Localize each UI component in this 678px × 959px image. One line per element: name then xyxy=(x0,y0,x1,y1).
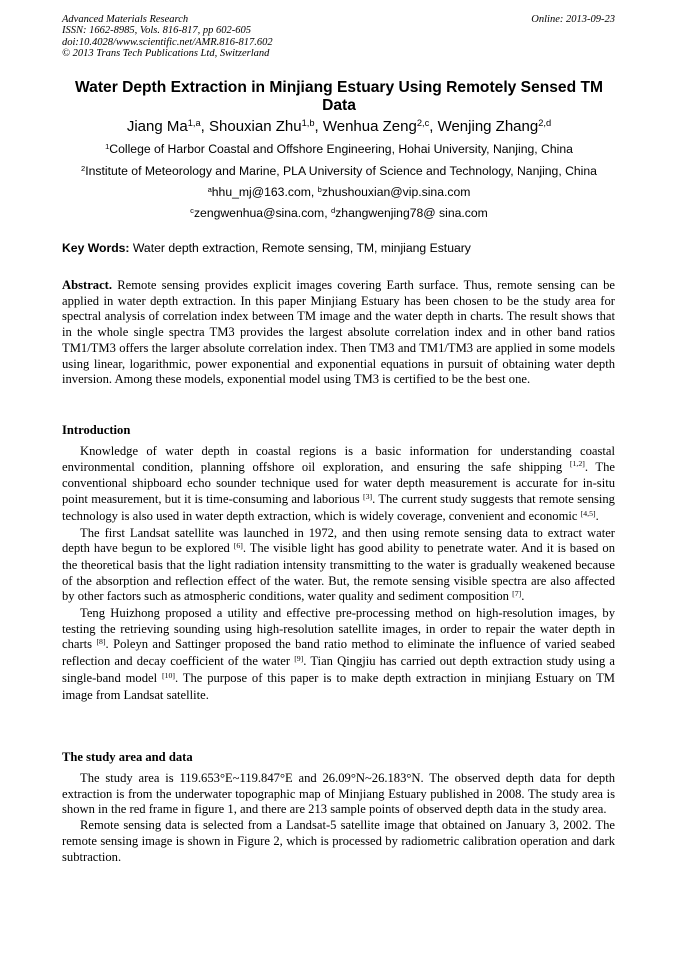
email: zhushouxian@vip.sina.com xyxy=(321,185,471,199)
author-sup: 1,a xyxy=(187,117,201,128)
citation: [6] xyxy=(233,540,243,550)
author: Wenhua Zeng xyxy=(322,118,417,135)
text-run: . The conventional shipboard echo sounder technique used for water depth measurement is accurate for in-situ point measurement, but it is time-consuming and laborious xyxy=(62,459,616,507)
section-heading-study-area: The study area and data xyxy=(62,750,193,764)
keywords-label: Key Words: xyxy=(62,241,130,255)
affiliation-sup: 2 xyxy=(81,163,86,173)
paragraph xyxy=(62,526,615,607)
text-run: . Poleyn and Sattinger proposed the band ratio method to eliminate the influence of varied seabed reflection and decay coefficient of the water xyxy=(62,637,615,669)
text-run: . xyxy=(595,508,599,523)
email: zengwenhua@sina.com, xyxy=(193,206,331,220)
introduction-body xyxy=(62,444,615,703)
paragraph xyxy=(62,444,615,526)
keywords xyxy=(62,241,471,255)
author-sup: 1,b xyxy=(301,117,315,128)
affiliation-2 xyxy=(40,164,638,178)
separator: , xyxy=(200,118,209,135)
email-sup: c xyxy=(190,205,194,215)
affiliation-sup: 1 xyxy=(105,141,110,151)
emails-2 xyxy=(40,206,638,220)
copyright: © 2013 Trans Tech Publications Ltd, Switzerland xyxy=(62,48,270,60)
text-run: . xyxy=(521,589,525,604)
authors xyxy=(62,118,616,135)
citation: [8] xyxy=(96,637,106,647)
affiliation-1 xyxy=(40,142,638,156)
paragraph xyxy=(62,771,615,818)
author-sup: 2,c xyxy=(416,117,430,128)
citation: [1,2] xyxy=(569,459,585,469)
citation: [4,5] xyxy=(580,508,596,518)
abstract-text: Remote sensing provides explicit images covering Earth surface. Thus, remote sensing can be applied in water depth extraction. In this paper Minjiang Estuary has been chosen to be the study area for spectral analysis of correlation index between TM image and the water depth in charts. The result shows that in the whole single spectra TM3 provides the largest absolute correlation index and in other band ratios TM1/TM3 offers the larger absolute correlation index. Then TM3 and TM1/TM3 are applied in some models using linear, logarithmic, power exponential and exponential equations in pursuit of obtaining water depth inversion. Among these models, exponential model using TM3 is certified to be the best one. xyxy=(62,278,615,387)
email: zhangwenjing78@ sina.com xyxy=(335,206,488,220)
doi: doi:10.4028/www.scientific.net/AMR.816-817.602 xyxy=(62,36,273,48)
text-run: Teng Huizhong proposed a utility and effective pre-processing method on high-resolution images, by testing the retrieving sounding using high-resolution satellite images, in order to repair the water depth in charts xyxy=(62,606,615,652)
email-sup: d xyxy=(331,205,336,215)
separator: , xyxy=(314,118,323,135)
text-run: . The purpose of this paper is to make depth extraction in minjiang Estuary on TM image from Landsat satellite. xyxy=(62,670,615,702)
paper-title: Water Depth Extraction in Minjiang Estuary Using Remotely Sensed TM Data xyxy=(75,79,603,114)
citation: [7] xyxy=(512,589,522,599)
citation: [3] xyxy=(363,491,373,501)
author: Jiang Ma xyxy=(126,118,188,135)
email-sup: b xyxy=(317,184,322,194)
citation: [10] xyxy=(161,670,175,680)
text-run: The first Landsat satellite was launched in 1972, and then using remote sensing data to extract water depth have begun to be explored xyxy=(62,525,615,556)
text-run: . The current study suggests that remote sensing technology is also used in water depth extraction, which is widely coverage, convenient and economic xyxy=(62,492,615,523)
text-run: . Tian Qingjiu has carried out depth extraction study using a single-band model xyxy=(62,654,615,685)
text-run: The study area is 119.653°E~119.847°E and 26.09°N~26.183°N. The observed depth data for depth extraction is from the underwater topographic map of Minjiang Estuary published in 2008. The study area is shown in the red frame in figure 1, and there are 213 sample points of observed depth data in the study area. xyxy=(62,771,615,817)
journal-header xyxy=(62,14,273,60)
email: hhu_mj@163.com, xyxy=(211,185,318,199)
keywords-text: Water depth extraction, Remote sensing, TM, minjiang Estuary xyxy=(129,241,471,255)
citation: [9] xyxy=(294,653,304,663)
affiliation-text: Institute of Meteorology and Marine, PLA University of Science and Technology, Nanjing, China xyxy=(85,164,597,178)
author: Shouxian Zhu xyxy=(209,118,302,135)
journal-name: Advanced Materials Research xyxy=(62,14,189,25)
abstract xyxy=(62,278,615,388)
text-run: Remote sensing data is selected from a Landsat-5 satellite image that obtained on January 3, 2002. The remote sensing image is shown in Figure 2, which is processed by radiometric calibration operation and dark subtraction. xyxy=(62,818,615,864)
abstract-label: Abstract. xyxy=(62,278,113,292)
emails-1 xyxy=(40,185,638,199)
study-area-body xyxy=(62,771,615,865)
issn: ISSN: 1662-8985, Vols. 816-817, pp 602-605 xyxy=(62,25,251,37)
text-run: . The visible light has good ability to penetrate water. And it is based on the theoretical basis that the light radiation intensity transmitting to the water is gradually weakened because of the absorption and reflection effect of the water. But, the remote sensing visible spectra are also affected by other factors such as atmospheric conditions, water quality and sediment composition xyxy=(62,541,615,604)
online-date: Online: 2013-09-23 xyxy=(531,14,615,25)
paragraph xyxy=(62,606,615,703)
text-run: Knowledge of water depth in coastal regions is a basic information for understanding coastal environmental condition, planning offshore oil exploration, and ensuring the safe shipping xyxy=(62,444,615,474)
author-sup: 2,d xyxy=(538,117,552,128)
paragraph xyxy=(62,818,615,865)
affiliation-text: College of Harbor Coastal and Offshore Engineering, Hohai University, Nanjing, China xyxy=(109,142,573,156)
separator: , xyxy=(429,118,438,135)
author: Wenjing Zhang xyxy=(437,118,539,135)
email-sup: a xyxy=(207,184,212,194)
section-heading-introduction: Introduction xyxy=(62,423,131,437)
